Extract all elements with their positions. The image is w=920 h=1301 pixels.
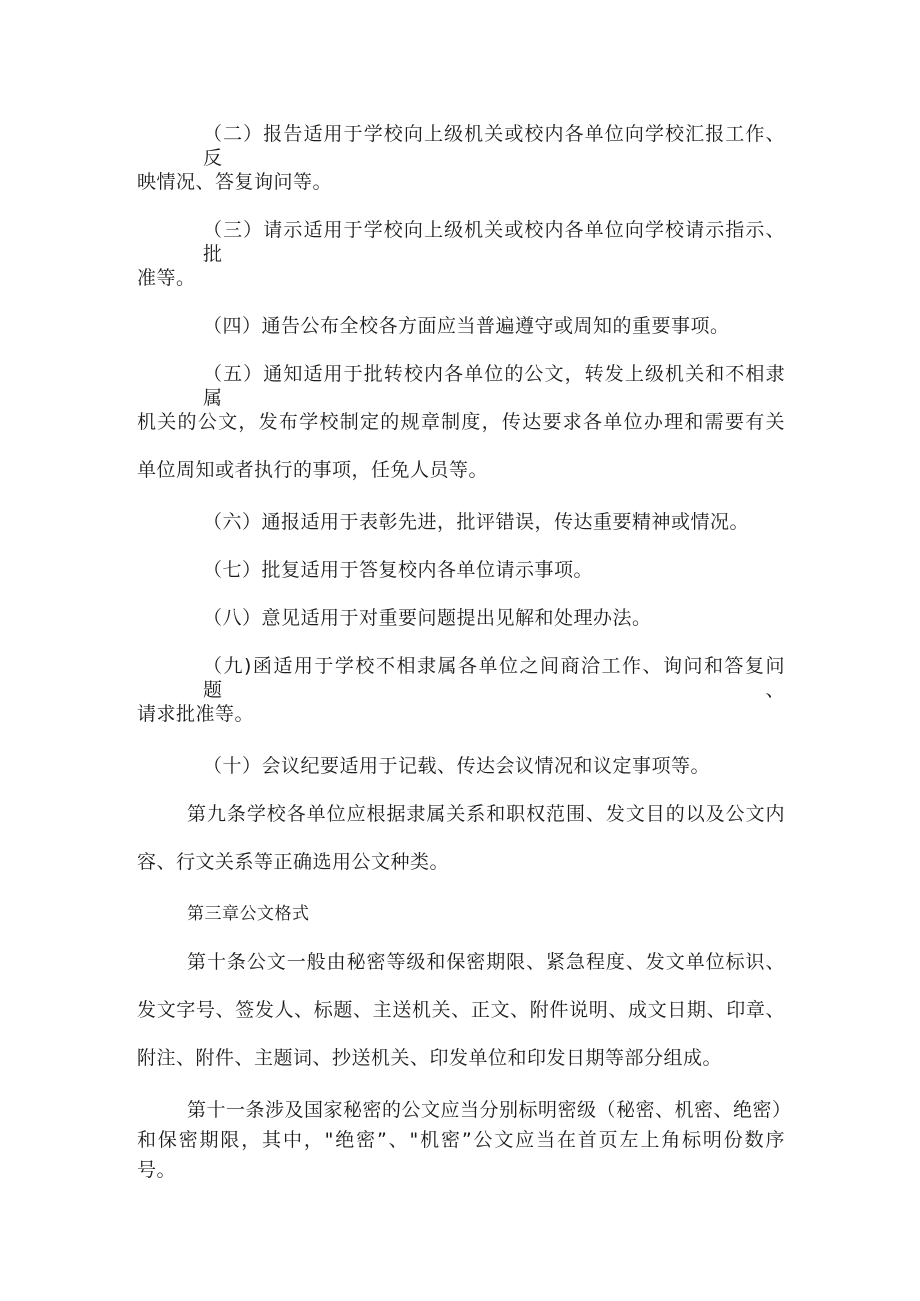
paragraph-line: 机关的公文，发布学校制定的规章制度，传达要求各单位办理和需要有关 — [137, 411, 785, 433]
paragraph-line: 发文字号、签发人、标题、主送机关、正文、附件说明、成文日期、印章、 — [137, 999, 785, 1021]
chapter-heading: 第三章公文格式 — [187, 904, 310, 924]
paragraph-line: （五）通知适用于批转校内各单位的公文，转发上级机关和不相隶属 — [203, 363, 785, 409]
paragraph-line: （六）通报适用于表彰先进，批评错误，传达重要精神或情况。 — [203, 511, 750, 533]
paragraph-line: 第十一条涉及国家秘密的公文应当分别标明密级（秘密、机密、绝密） — [187, 1099, 792, 1121]
paragraph-line: （八）意见适用于对重要问题提出见解和处理办法。 — [203, 607, 652, 629]
paragraph-line: 附注、附件、主题词、抄送机关、印发单位和印发日期等部分组成。 — [137, 1047, 723, 1069]
paragraph-line: 准等。 — [137, 267, 196, 289]
paragraph-line: 第十条公文一般由秘密等级和保密期限、紧急程度、发文单位标识、 — [187, 951, 785, 973]
paragraph-line: （九)函适用于学校不相隶属各单位之间商洽工作、询问和答复问题、 — [203, 655, 785, 701]
paragraph-line: 映情况、答复询问等。 — [137, 171, 333, 193]
paragraph-line: 和保密期限，其中，"绝密”、"机密”公文应当在首页左上角标明份数序 — [137, 1129, 785, 1151]
paragraph-line: （三）请示适用于学校向上级机关或校内各单位向学校请示指示、批 — [203, 219, 785, 265]
paragraph-line: （十）会议纪要适用于记载、传达会议情况和议定事项等。 — [203, 755, 711, 777]
paragraph-line: （二）报告适用于学校向上级机关或校内各单位向学校汇报工作、反 — [203, 123, 785, 169]
paragraph-line: （七）批复适用于答复校内各单位请示事项。 — [203, 559, 594, 581]
paragraph-line: （四）通告公布全校各方面应当普遍遵守或周知的重要事项。 — [203, 315, 730, 337]
paragraph-line: 请求批准等。 — [137, 703, 255, 725]
paragraph-line: 号。 — [137, 1159, 177, 1181]
paragraph-line: 容、行文关系等正确选用公文种类。 — [137, 851, 450, 873]
paragraph-line: 第九条学校各单位应根据隶属关系和职权范围、发文目的以及公文内 — [187, 803, 785, 825]
paragraph-line: 单位周知或者执行的事项，任免人员等。 — [137, 459, 489, 481]
